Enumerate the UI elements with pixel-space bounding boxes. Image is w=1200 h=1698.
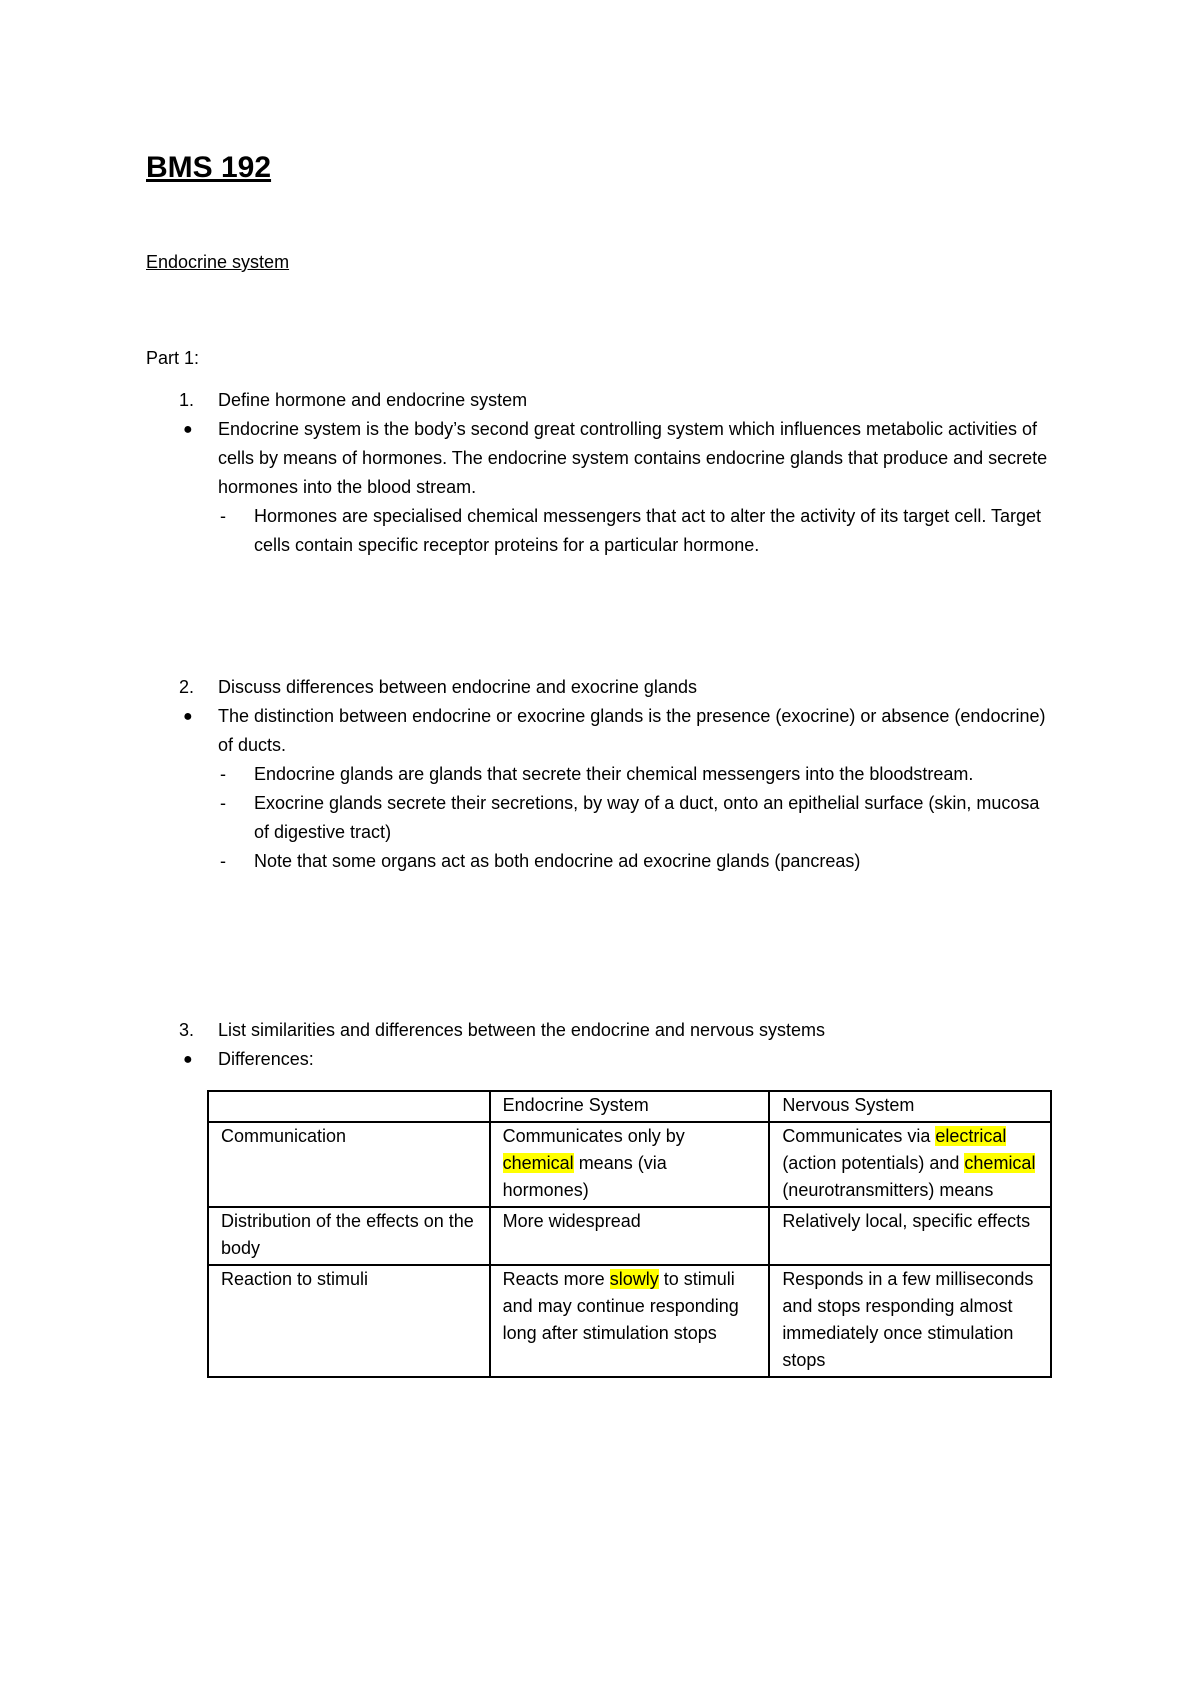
question-number: 1. bbox=[179, 390, 195, 410]
bullet-icon: ● bbox=[183, 1051, 193, 1068]
dash-text: Hormones are specialised chemical messengers that act to alter the activity of its target cell. Target cells contain specific receptor proteins for a particular hormone. bbox=[254, 506, 1042, 555]
question-text: Discuss differences between endocrine and exocrine glands bbox=[218, 677, 697, 697]
highlighted-text: chemical bbox=[964, 1153, 1036, 1173]
question-text: Define hormone and endocrine system bbox=[218, 390, 528, 410]
dash-item bbox=[146, 789, 1056, 847]
table-row bbox=[208, 1265, 1051, 1377]
question-3 bbox=[146, 1016, 1056, 1074]
dash-icon: - bbox=[220, 764, 226, 784]
bullet-item bbox=[146, 1045, 1056, 1074]
document-title: BMS 192 bbox=[146, 151, 272, 184]
bullet-icon: ● bbox=[183, 421, 193, 438]
question-text: List similarities and differences between the endocrine and nervous systems bbox=[218, 1020, 825, 1040]
highlighted-text: electrical bbox=[935, 1126, 1007, 1146]
section-title: Endocrine system bbox=[146, 252, 290, 272]
bullet-text: Endocrine system is the body’s second great controlling system which influences metabolic activities of cells by means of hormones. The endocrine system contains endocrine glands that produce and secrete hormones into the blood stream. bbox=[218, 419, 1048, 497]
bullet-item bbox=[146, 702, 1056, 760]
dash-item bbox=[146, 502, 1056, 560]
question-1 bbox=[146, 386, 1056, 560]
differences-table bbox=[207, 1090, 1052, 1378]
row-label: Distribution of the effects on the body bbox=[208, 1207, 490, 1265]
cell-text: means (via hormones) bbox=[502, 1153, 667, 1200]
dash-text: Exocrine glands secrete their secretions, by way of a duct, onto an epithelial surface (skin, mucosa of digestive tract) bbox=[254, 793, 1040, 842]
cell-text: to stimuli and may continue responding long after stimulation stops bbox=[502, 1269, 739, 1343]
bullet-text: Differences: bbox=[218, 1049, 314, 1069]
bullet-icon: ● bbox=[183, 708, 193, 725]
table-header-row bbox=[208, 1091, 1051, 1122]
dash-text: Endocrine glands are glands that secrete their chemical messengers into the bloodstream. bbox=[254, 764, 974, 784]
dash-icon: - bbox=[220, 506, 226, 526]
table-cell bbox=[490, 1265, 770, 1377]
highlighted-text: chemical bbox=[502, 1153, 574, 1173]
bullet-text: The distinction between endocrine or exocrine glands is the presence (exocrine) or absence (endocrine) of ducts. bbox=[218, 706, 1046, 755]
table-row bbox=[208, 1122, 1051, 1207]
question-1-line bbox=[146, 386, 1056, 415]
cell-text: (action potentials) and bbox=[782, 1153, 965, 1173]
table-cell: Responds in a few milliseconds and stops responding almost immediately once stimulation stops bbox=[769, 1265, 1051, 1377]
question-2-line bbox=[146, 673, 1056, 702]
question-number: 3. bbox=[179, 1020, 195, 1040]
dash-text: Note that some organs act as both endocrine ad exocrine glands (pancreas) bbox=[254, 851, 861, 871]
bullet-item bbox=[146, 415, 1056, 502]
dash-icon: - bbox=[220, 793, 226, 813]
row-label: Communication bbox=[208, 1122, 490, 1207]
table-cell bbox=[769, 1122, 1051, 1207]
table-cell: Relatively local, specific effects bbox=[769, 1207, 1051, 1265]
question-number: 2. bbox=[179, 677, 195, 697]
table-header-cell: Endocrine System bbox=[490, 1091, 770, 1122]
dash-item bbox=[146, 760, 1056, 789]
dash-item bbox=[146, 847, 1056, 876]
highlighted-text: slowly bbox=[609, 1269, 659, 1289]
question-3-line bbox=[146, 1016, 1056, 1045]
table-header-cell: Nervous System bbox=[769, 1091, 1051, 1122]
cell-text: Communicates via bbox=[782, 1126, 936, 1146]
cell-text: Communicates only by bbox=[502, 1126, 685, 1146]
question-2 bbox=[146, 673, 1056, 876]
cell-text: Reacts more bbox=[502, 1269, 610, 1289]
part-label: Part 1: bbox=[146, 348, 200, 368]
table-header-cell bbox=[208, 1091, 490, 1122]
table-cell bbox=[490, 1122, 770, 1207]
dash-icon: - bbox=[220, 851, 226, 871]
cell-text: (neurotransmitters) means bbox=[782, 1180, 994, 1200]
table-row bbox=[208, 1207, 1051, 1265]
table-cell: More widespread bbox=[490, 1207, 770, 1265]
row-label: Reaction to stimuli bbox=[208, 1265, 490, 1377]
